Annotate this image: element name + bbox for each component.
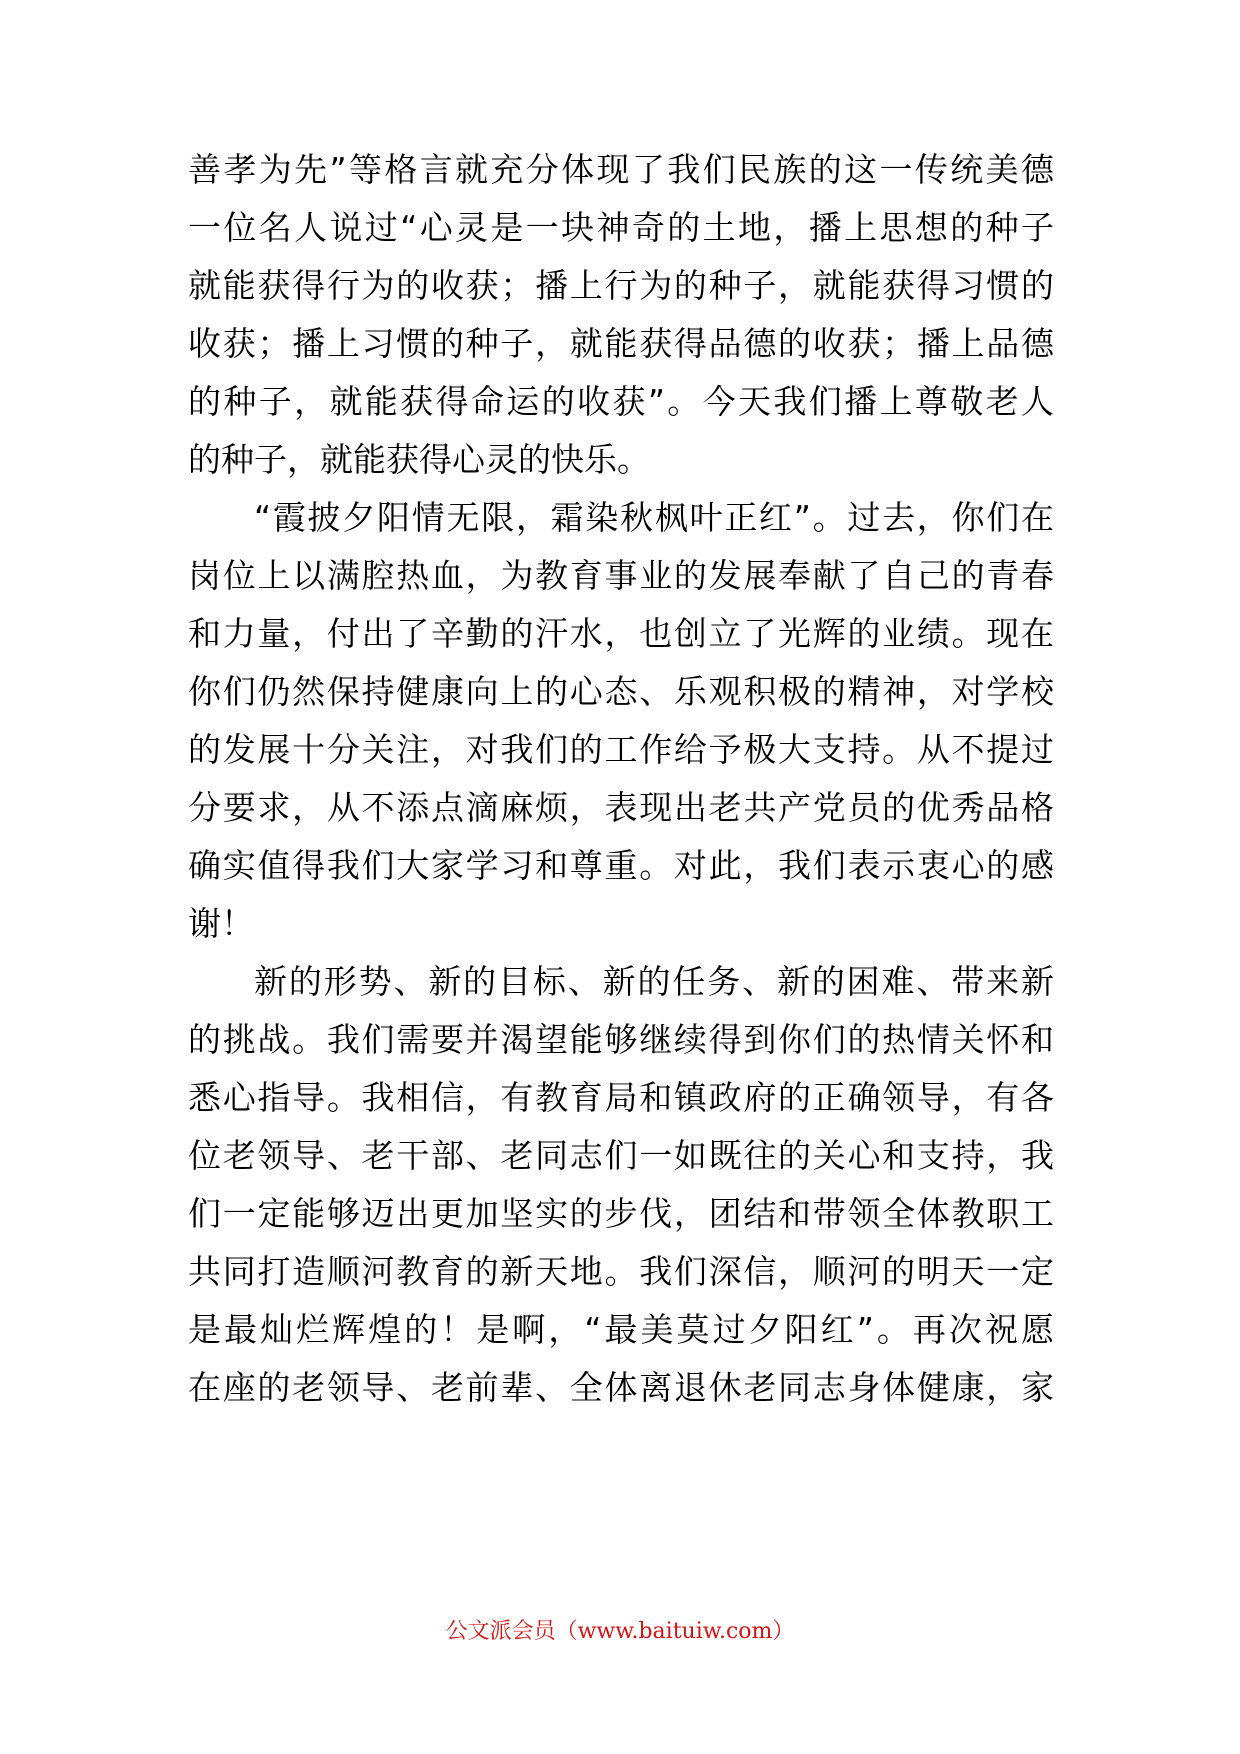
body-line-21: 是最灿烂辉煌的！是啊，“最美莫过夕阳红”。再次祝愿 (188, 1310, 1054, 1349)
body-line-7: “霞披夕阳情无限，霜染秋枫叶正红”。过去，你们在 (254, 498, 1054, 537)
body-line-10: 你们仍然保持健康向上的心态、乐观积极的精神，对学校 (188, 672, 1054, 711)
body-line-15: 新的形势、新的目标、新的任务、新的困难、带来新 (254, 962, 1054, 1001)
body-line-3: 就能获得行为的收获；播上行为的种子，就能获得习惯的 (188, 266, 1054, 305)
body-line-18: 位老领导、老干部、老同志们一如既往的关心和支持，我 (188, 1136, 1054, 1175)
body-line-14: 谢！ (188, 904, 254, 943)
body-line-20: 共同打造顺河教育的新天地。我们深信，顺河的明天一定 (188, 1252, 1054, 1291)
body-line-19: 们一定能够迈出更加坚实的步伐，团结和带领全体教职工 (188, 1194, 1054, 1233)
body-line-16: 的挑战。我们需要并渴望能够继续得到你们的热情关怀和 (188, 1020, 1054, 1059)
body-line-1: 善孝为先”等格言就充分体现了我们民族的这一传统美德 (188, 150, 1054, 189)
body-line-12: 分要求，从不添点滴麻烦，表现出老共产党员的优秀品格 (188, 788, 1054, 827)
footer-watermark: 公文派会员（www.baituiw.com） (445, 1619, 795, 1644)
body-line-22: 在座的老领导、老前辈、全体离退休老同志身体健康，家 (188, 1368, 1054, 1407)
body-line-6: 的种子，就能获得心灵的快乐。 (188, 440, 650, 479)
body-line-13: 确实值得我们大家学习和尊重。对此，我们表示衷心的感 (188, 846, 1054, 885)
body-line-4: 收获；播上习惯的种子，就能获得品德的收获；播上品德 (188, 324, 1054, 363)
body-line-9: 和力量，付出了辛勤的汗水，也创立了光辉的业绩。现在 (188, 614, 1054, 653)
body-line-8: 岗位上以满腔热血，为教育事业的发展奉献了自己的青春 (188, 556, 1054, 595)
body-line-11: 的发展十分关注，对我们的工作给予极大支持。从不提过 (188, 730, 1054, 769)
body-line-2: 一位名人说过“心灵是一块神奇的土地，播上思想的种子 (188, 208, 1054, 247)
body-line-5: 的种子，就能获得命运的收获”。今天我们播上尊敬老人 (188, 382, 1054, 421)
body-line-17: 悉心指导。我相信，有教育局和镇政府的正确领导，有各 (188, 1078, 1054, 1117)
